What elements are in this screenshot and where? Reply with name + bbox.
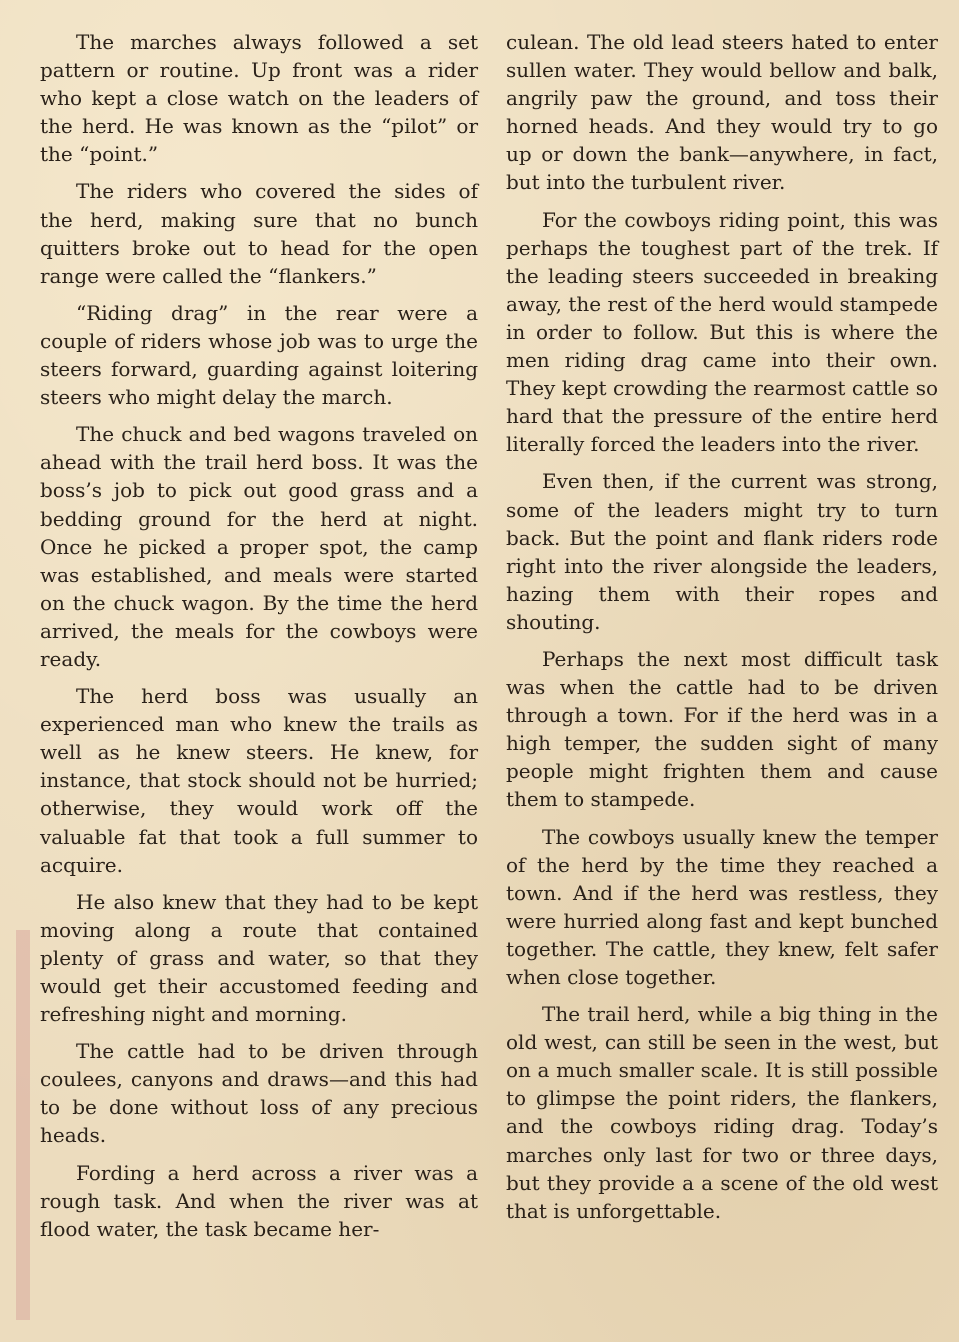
paragraph-conclusion: The trail herd, while a big thing in the old west, can still be seen in the west, but on a much smaller scale. It is still possible to glimpse the point riders, the flankers, and the cowboys riding drag. Today’s marches only last for two or three days, but they provide a a scene of the old west that is unforgettable. xyxy=(506,1002,938,1223)
paragraph-temper: The cowboys usually knew the temper of the herd by the time they reached a town. And if the herd was restless, they were hurried along fast and kept bunched together. The cattle, they knew, felt safer when close together. xyxy=(506,824,938,989)
paragraph-current: Even then, if the current was strong, some of the leaders might try to turn back. But the point and flank riders rode right into the river alongside the leaders, hazing them with their ropes and shouting. xyxy=(506,469,938,634)
paragraph-fording-continued: culean. The old lead steers hated to enter sullen water. They would bellow and balk, angrily paw the ground, and toss their horned heads. And they would try to go up or down the bank—anywhere, in fact, but into the turbulent river. xyxy=(506,30,938,195)
paragraph-riding-drag: “Riding drag” in the rear were a couple of riders whose job was to urge the steers forward, guarding against loitering steers who might delay the march. xyxy=(40,300,478,410)
paragraph-chuck-wagons: The chuck and bed wagons traveled on ahead with the trail herd boss. It was the boss’s job to pick out good grass and a bedding ground for the herd at night. Once he picked a proper spot, the camp was established, and meals were started on the chuck wagon. By the time the herd arrived, the meals for the cowboys were ready. xyxy=(40,422,478,671)
paragraph-marches: The marches always followed a set pattern or routine. Up front was a rider who kept a close watch on the leaders of the herd. He was known as the “pilot” or the “point.” xyxy=(40,30,478,167)
left-column xyxy=(40,28,478,1252)
right-column xyxy=(506,28,938,1234)
paragraph-fording: Fording a herd across a river was a rough task. And when the river was at flood water, the task became her- xyxy=(40,1160,478,1241)
paragraph-flankers: The riders who covered the sides of the herd, making sure that no bunch quitters broke out to head for the open range were called the “flankers.” xyxy=(40,179,478,288)
paragraph-route: He also knew that they had to be kept moving along a route that contained plenty of grass and water, so that they would get their accustomed feeding and refreshing night and morning. xyxy=(40,889,478,1027)
paragraph-town: Perhaps the next most difficult task was when the cattle had to be driven through a town. For if the herd was in a high temper, the sudden sight of many people might frighten them and cause them to stampede. xyxy=(506,646,938,812)
paragraph-riding-point: For the cowboys riding point, this was perhaps the toughest part of the trek. If the leading steers succeeded in breaking away, the rest of the herd would stampede in order to follow. But this is where the men riding drag came into their own. They kept crowding the rearmost cattle so hard that the pressure of the entire herd literally forced the leaders into the river. xyxy=(506,207,938,457)
paragraph-coulees: The cattle had to be driven through coulees, canyons and draws—and this had to be done without loss of any precious heads. xyxy=(40,1039,478,1148)
paragraph-herd-boss: The herd boss was usually an experienced man who knew the trails as well as he knew steers. He knew, for instance, that stock should not be hurried; otherwise, they would work off the valuable fat that took a full summer to acquire. xyxy=(40,684,478,877)
page-edge-stain xyxy=(16,930,30,1320)
